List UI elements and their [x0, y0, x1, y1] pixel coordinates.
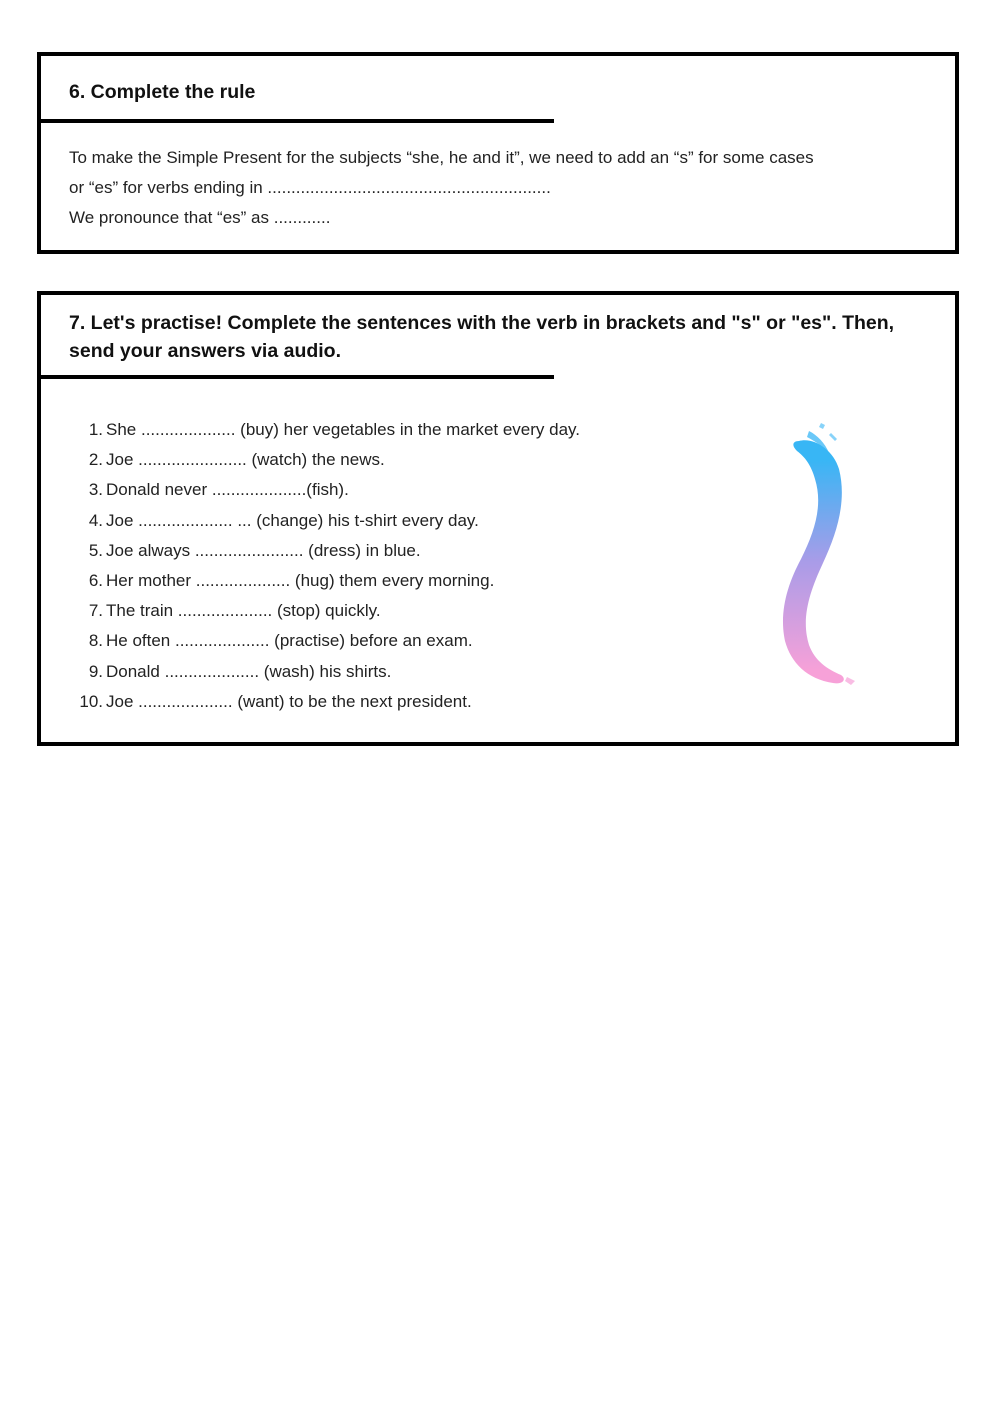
exercise-number: 5. [88, 540, 103, 560]
exercise-sentence: Joe .................... ... (change) his t-shirt every day. [106, 510, 479, 530]
exercise-number: 1. [88, 420, 103, 439]
exercise-item [69, 596, 580, 626]
brush-stroke-shape [783, 440, 844, 683]
exercise-number: 8. [88, 631, 103, 651]
exercise-sentence: She .................... (buy) her vegetables in the market every day. [106, 420, 581, 439]
exercise-number: 7. [88, 601, 103, 621]
exercise-item [69, 506, 580, 536]
complete-the-rule-section [37, 52, 959, 254]
exercise-item [69, 445, 580, 475]
brush-bristle-streak [829, 433, 837, 441]
exercise-item [69, 415, 580, 445]
exercise-number: 2. [88, 450, 103, 470]
exercise-number: 10. [79, 691, 103, 711]
exercise-sentence: Joe ....................... (watch) the news. [106, 450, 385, 470]
exercise-number: 4. [88, 510, 103, 530]
exercise-item [69, 566, 580, 596]
section-6-title-underline [37, 119, 554, 123]
rule-line-1: To make the Simple Present for the subjects “she, he and it”, we need to add an “s” for some cases [69, 148, 814, 167]
exercise-sentence: The train .................... (stop) quickly. [106, 601, 381, 621]
exercise-sentence: Donald never ....................(fish). [106, 480, 349, 500]
exercise-sentence: Joe always ....................... (dress) in blue. [106, 540, 421, 560]
practise-section [37, 291, 959, 746]
section-6-title: 6. Complete the rule [69, 81, 256, 103]
exercise-list [69, 415, 580, 717]
rule-line-3: We pronounce that “es” as ............ [69, 208, 331, 227]
paint-brush-stroke-decoration [751, 413, 861, 693]
rule-text [69, 143, 929, 233]
exercise-sentence: He often .................... (practise) before an exam. [106, 631, 473, 651]
exercise-item [69, 536, 580, 566]
exercise-sentence: Her mother .................... (hug) them every morning. [106, 571, 495, 591]
exercise-item [69, 626, 580, 656]
exercise-sentence: Joe .................... (want) to be the next president. [106, 691, 472, 711]
rule-line-2: or “es” for verbs ending in ............................................................ [69, 178, 551, 197]
exercise-number: 9. [88, 661, 103, 681]
exercise-number: 3. [88, 480, 103, 500]
exercise-item [69, 687, 580, 717]
exercise-sentence: Donald .................... (wash) his shirts. [106, 661, 392, 681]
exercise-number: 6. [88, 571, 103, 591]
exercise-item [69, 657, 580, 687]
exercise-item [69, 475, 580, 505]
section-7-title: 7. Let's practise! Complete the sentences with the verb in brackets and "s" or "es". Then, send your answers via audio. [69, 312, 895, 362]
brush-bristle-streak [819, 423, 825, 429]
brush-bristle-streak [845, 677, 855, 685]
section-7-title-underline [37, 375, 554, 379]
